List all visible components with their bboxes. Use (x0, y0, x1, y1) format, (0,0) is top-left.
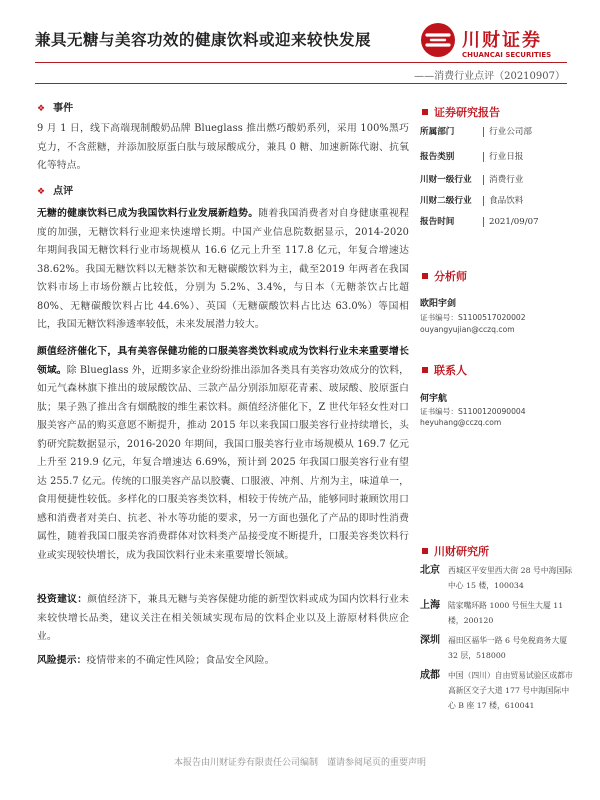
square-bullet-icon (422, 273, 428, 279)
risk-warning-label: 风险提示： (37, 655, 87, 666)
report-title: 兼具无糖与美容功效的健康饮料或迎来较快发展 (35, 31, 372, 49)
office-address-shenzhen: 福田区福华一路 6 号免税商务大厦 32 层，518000 (448, 636, 568, 660)
logo-chinese-name: 川财证券 (462, 30, 542, 51)
investment-advice-body: 颜值经济下，兼具无糖与美容保健功能的新型饮料或成为国内饮料行业未来较快增长品类，建议关注在相关领域实现布局的饮料企业以及上游原材料供应企业。 (37, 594, 410, 642)
event-heading (37, 99, 73, 114)
footer-disclaimer: 本报告由川财证券有限责任公司编制 谨请参阅尾页的重要声明 (173, 758, 426, 768)
offices-heading (422, 543, 489, 559)
office-address-shanghai: 陆家嘴环路 1000 号恒生大厦 11 楼，200120 (448, 601, 564, 625)
logo-english-name: CHUANCAI SECURITIES (462, 51, 552, 59)
info-key: 报告时间 (420, 217, 455, 227)
risk-warning-body: 疫情带来的不确定性风险；食品安全风险。 (86, 655, 275, 666)
risk-warning (37, 652, 409, 671)
office-city-beijing: 北京 (420, 565, 440, 576)
event-paragraph: 9 月 1 日，线下高端现制酸奶品牌 Blueglass 推出燃巧酸奶系列，采用 100%黑巧克力，不含蔗糖，并添加胶原蛋白肽与玻尿酸成分，兼具 0 糖、加速新陈代谢、抗氧化等特点。 (37, 123, 409, 171)
paragraph-1-lead: 无糖的健康饮料已成为我国饮料行业发展新趋势。 (37, 208, 259, 219)
comment-paragraph-1 (37, 205, 409, 335)
diamond-bullet-icon: ❖ (37, 104, 46, 114)
info-value: 消费行业 (483, 175, 523, 185)
office-address-beijing: 西城区平安里西大街 28 号中海国际中心 15 楼，100034 (448, 566, 573, 590)
report-info-heading-label: 证券研究报告 (434, 106, 500, 119)
info-row-category (420, 150, 570, 164)
contact-heading (422, 362, 467, 378)
report-subtitle: ——消费行业点评（20210907） (414, 71, 565, 82)
contact-email[interactable]: heyuhang@cczq.com (420, 418, 502, 427)
info-value: 行业日报 (483, 152, 523, 162)
info-value: 2021/09/07 (483, 217, 539, 227)
office-address-chengdu: 中国（四川）自由贸易试验区成都市高新区交子大道 177 号中海国际中心 B 座 17 楼，610041 (448, 671, 573, 710)
info-row-report-date (420, 215, 570, 229)
diamond-bullet-icon: ❖ (37, 187, 46, 197)
event-heading-label: 事件 (53, 103, 74, 114)
analyst-heading (422, 268, 467, 284)
info-value: 食品饮料 (483, 196, 523, 206)
office-city-chengdu: 成都 (420, 670, 440, 681)
offices-heading-label: 川财研究所 (434, 545, 489, 558)
contact-name: 何宇航 (420, 394, 448, 404)
analyst-heading-label: 分析师 (434, 270, 467, 283)
info-row-department (420, 125, 570, 139)
paragraph-2-lead: 颜值经济催化下，具有美容保健功能的口服美容类饮料或成为饮料行业未来重要增长领域。 (37, 346, 409, 376)
square-bullet-icon (422, 109, 428, 115)
info-key: 报告类别 (420, 152, 455, 162)
comment-heading (37, 182, 73, 197)
square-bullet-icon (422, 367, 428, 373)
investment-advice (37, 591, 409, 647)
info-value: 行业公司部 (483, 127, 532, 137)
info-row-industry-level1 (420, 173, 570, 187)
info-key: 所属部门 (420, 127, 455, 137)
paragraph-1-body: 随着我国消费者对自身健康重视程度的加强，无糖饮料行业迎来快速增长期。中国产业信息院数据显示，2014-2020 年期间我国无糖饮料行业市场规模从 16.6 亿元上升至 117.8 亿元，年复合增速达 38.62%。我国无糖饮料以无糖茶饮和无糖碳酸饮料为主，截至2019 年两者在我国饮料市场上市场份额占比较低，分别为 5.2%、3.4%，与日本（无糖茶饮占比超 80%、无糖碳酸饮料占比 44.6%）、英国（无糖碳酸饮料占比达 63.0%）等国相比，我国无糖饮料渗透率较低，未来发展潜力较大。 (37, 208, 410, 330)
contact-heading-label: 联系人 (434, 364, 467, 377)
info-row-industry-level2 (420, 194, 570, 208)
info-key: 川财一级行业 (420, 175, 472, 185)
report-info-heading (422, 104, 500, 120)
chuancai-logo-icon (420, 22, 456, 58)
info-key: 川财二级行业 (420, 196, 472, 206)
analyst-certificate: 证书编号：S1100517020002 (420, 313, 526, 322)
paragraph-2-body: 除 Blueglass 外，近期多家企业纷纷推出添加各类具有美容功效成分的饮料，如元气森林旗下推出的玻尿酸饮品、三款产品分别添加原花青素、玻尿酸、胶原蛋白肽；果子熟了推出含有烟酰胺的维生素饮料。颜值经济催化下，Z 世代年轻女性对口服美容产品的购买意愿不断提升，推动 2015 年以来我国口服美容行业持续增长，头豹研究院数据显示，2016-2020 年期间，我国口服美容行业市场规模从 169.7 亿元上升至 219.9 亿元，年复合增速达 6.69%，预计到 2025 年我国口服美容行业有望达 255.7 亿元。传统的口服美容产品以胶囊、口服液、冲剂、片剂为主，味道单一，食用便捷性较低。多样化的口服美容类饮料，相较于传统产品，能够同时兼顾饮用口感和消费者对美白、抗老、补水等功能的要求，另一方面也强化了产品的即时性消费属性，随着我国口服美容消费群体对饮料类产品接受度不断提升，口服美容类饮料行业或实现较快增长，成为我国饮料行业未来重要增长领域。 (37, 364, 409, 561)
investment-advice-label: 投资建议： (37, 594, 88, 605)
comment-paragraph-2 (37, 343, 409, 565)
office-city-shanghai: 上海 (420, 600, 440, 611)
subtitle-divider (35, 83, 567, 84)
square-bullet-icon (422, 548, 428, 554)
comment-heading-label: 点评 (53, 186, 74, 197)
analyst-name: 欧阳宇剑 (420, 299, 457, 309)
header-divider (35, 62, 567, 63)
contact-certificate: 证书编号：S1100120090004 (420, 407, 526, 416)
company-logo (420, 20, 570, 68)
analyst-email[interactable]: ouyangyujian@cczq.com (420, 325, 515, 334)
office-city-shenzhen: 深圳 (420, 635, 440, 646)
